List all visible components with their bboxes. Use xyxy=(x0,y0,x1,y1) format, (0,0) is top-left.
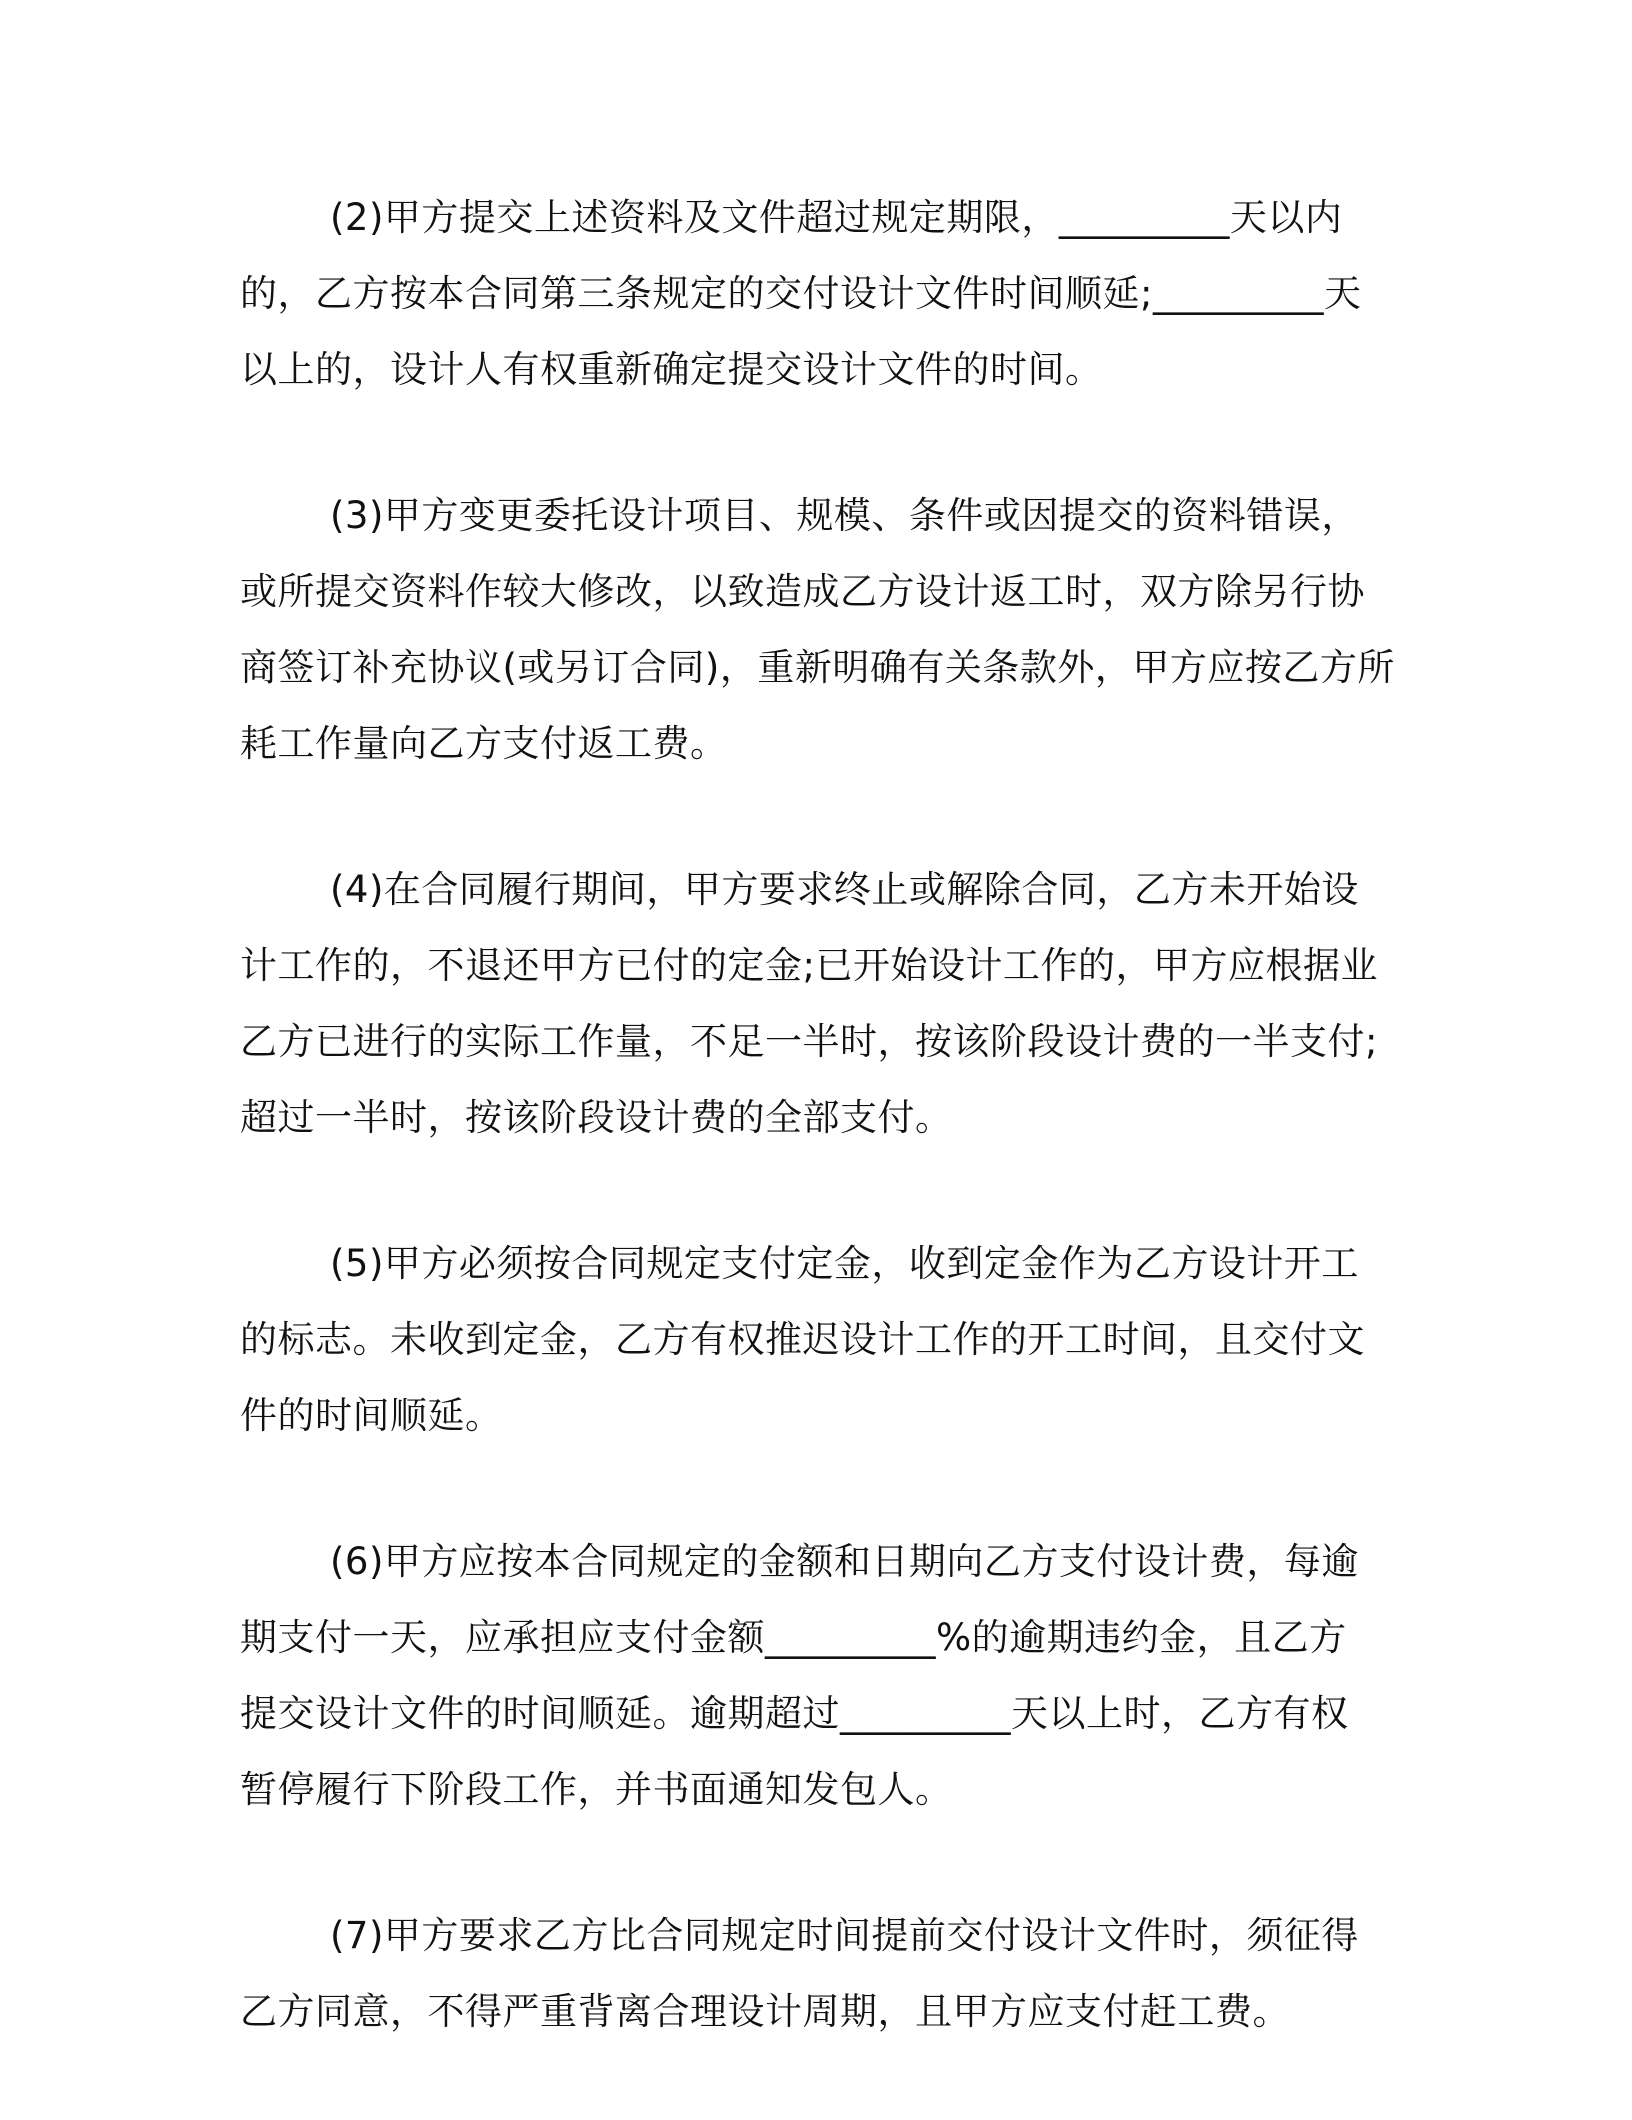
clause-6-line-1: (6)甲方应按本合同规定的金额和日期向乙方支付设计费，每逾 xyxy=(330,1540,1359,1583)
clause-4-line-1: (4)在合同履行期间，甲方要求终止或解除合同，乙方未开始设 xyxy=(330,868,1359,911)
clause-3-line-2: 或所提交资料作较大修改，以致造成乙方设计返工时，双方除另行协 xyxy=(240,570,1365,613)
clause-4-line-2: 计工作的，不退还甲方已付的定金;已开始设计工作的，甲方应根据业 xyxy=(240,944,1378,987)
clause-6-line-4: 暂停履行下阶段工作，并书面通知发包人。 xyxy=(240,1768,953,1811)
clause-7 xyxy=(240,1898,1400,2050)
clause-3 xyxy=(240,478,1400,782)
clause-4-line-3: 乙方已进行的实际工作量，不足一半时，按该阶段设计费的一半支付; xyxy=(240,1020,1378,1063)
clause-6-line-3: 提交设计文件的时间顺延。逾期超过_________天以上时，乙方有权 xyxy=(240,1692,1349,1735)
clause-2-line-2: 的，乙方按本合同第三条规定的交付设计文件时间顺延;_________天 xyxy=(240,272,1362,315)
clause-2-line-1: (2)甲方提交上述资料及文件超过规定期限，_________天以内 xyxy=(330,196,1343,239)
clause-6 xyxy=(240,1524,1400,1828)
clause-2-line-3: 以上的，设计人有权重新确定提交设计文件的时间。 xyxy=(240,348,1103,391)
clause-2 xyxy=(240,180,1400,408)
clause-3-line-1: (3)甲方变更委托设计项目、规模、条件或因提交的资料错误， xyxy=(330,494,1359,537)
document-body xyxy=(240,180,1400,2120)
clause-4 xyxy=(240,852,1400,1156)
clause-6-line-2: 期支付一天，应承担应支付金额_________%的逾期违约金，且乙方 xyxy=(240,1616,1347,1659)
clause-5-line-1: (5)甲方必须按合同规定支付定金，收到定金作为乙方设计开工 xyxy=(330,1242,1359,1285)
clause-7-line-2: 乙方同意，不得严重背离合理设计周期，且甲方应支付赶工费。 xyxy=(240,1990,1290,2033)
clause-3-line-4: 耗工作量向乙方支付返工费。 xyxy=(240,722,728,765)
clause-5-line-2: 的标志。未收到定金，乙方有权推迟设计工作的开工时间，且交付文 xyxy=(240,1318,1365,1361)
clause-4-line-4: 超过一半时，按该阶段设计费的全部支付。 xyxy=(240,1096,953,1139)
clause-7-line-1: (7)甲方要求乙方比合同规定时间提前交付设计文件时，须征得 xyxy=(330,1914,1359,1957)
clause-5 xyxy=(240,1226,1400,1454)
clause-5-line-3: 件的时间顺延。 xyxy=(240,1394,503,1437)
clause-3-line-3: 商签订补充协议(或另订合同)，重新明确有关条款外，甲方应按乙方所 xyxy=(240,646,1395,689)
